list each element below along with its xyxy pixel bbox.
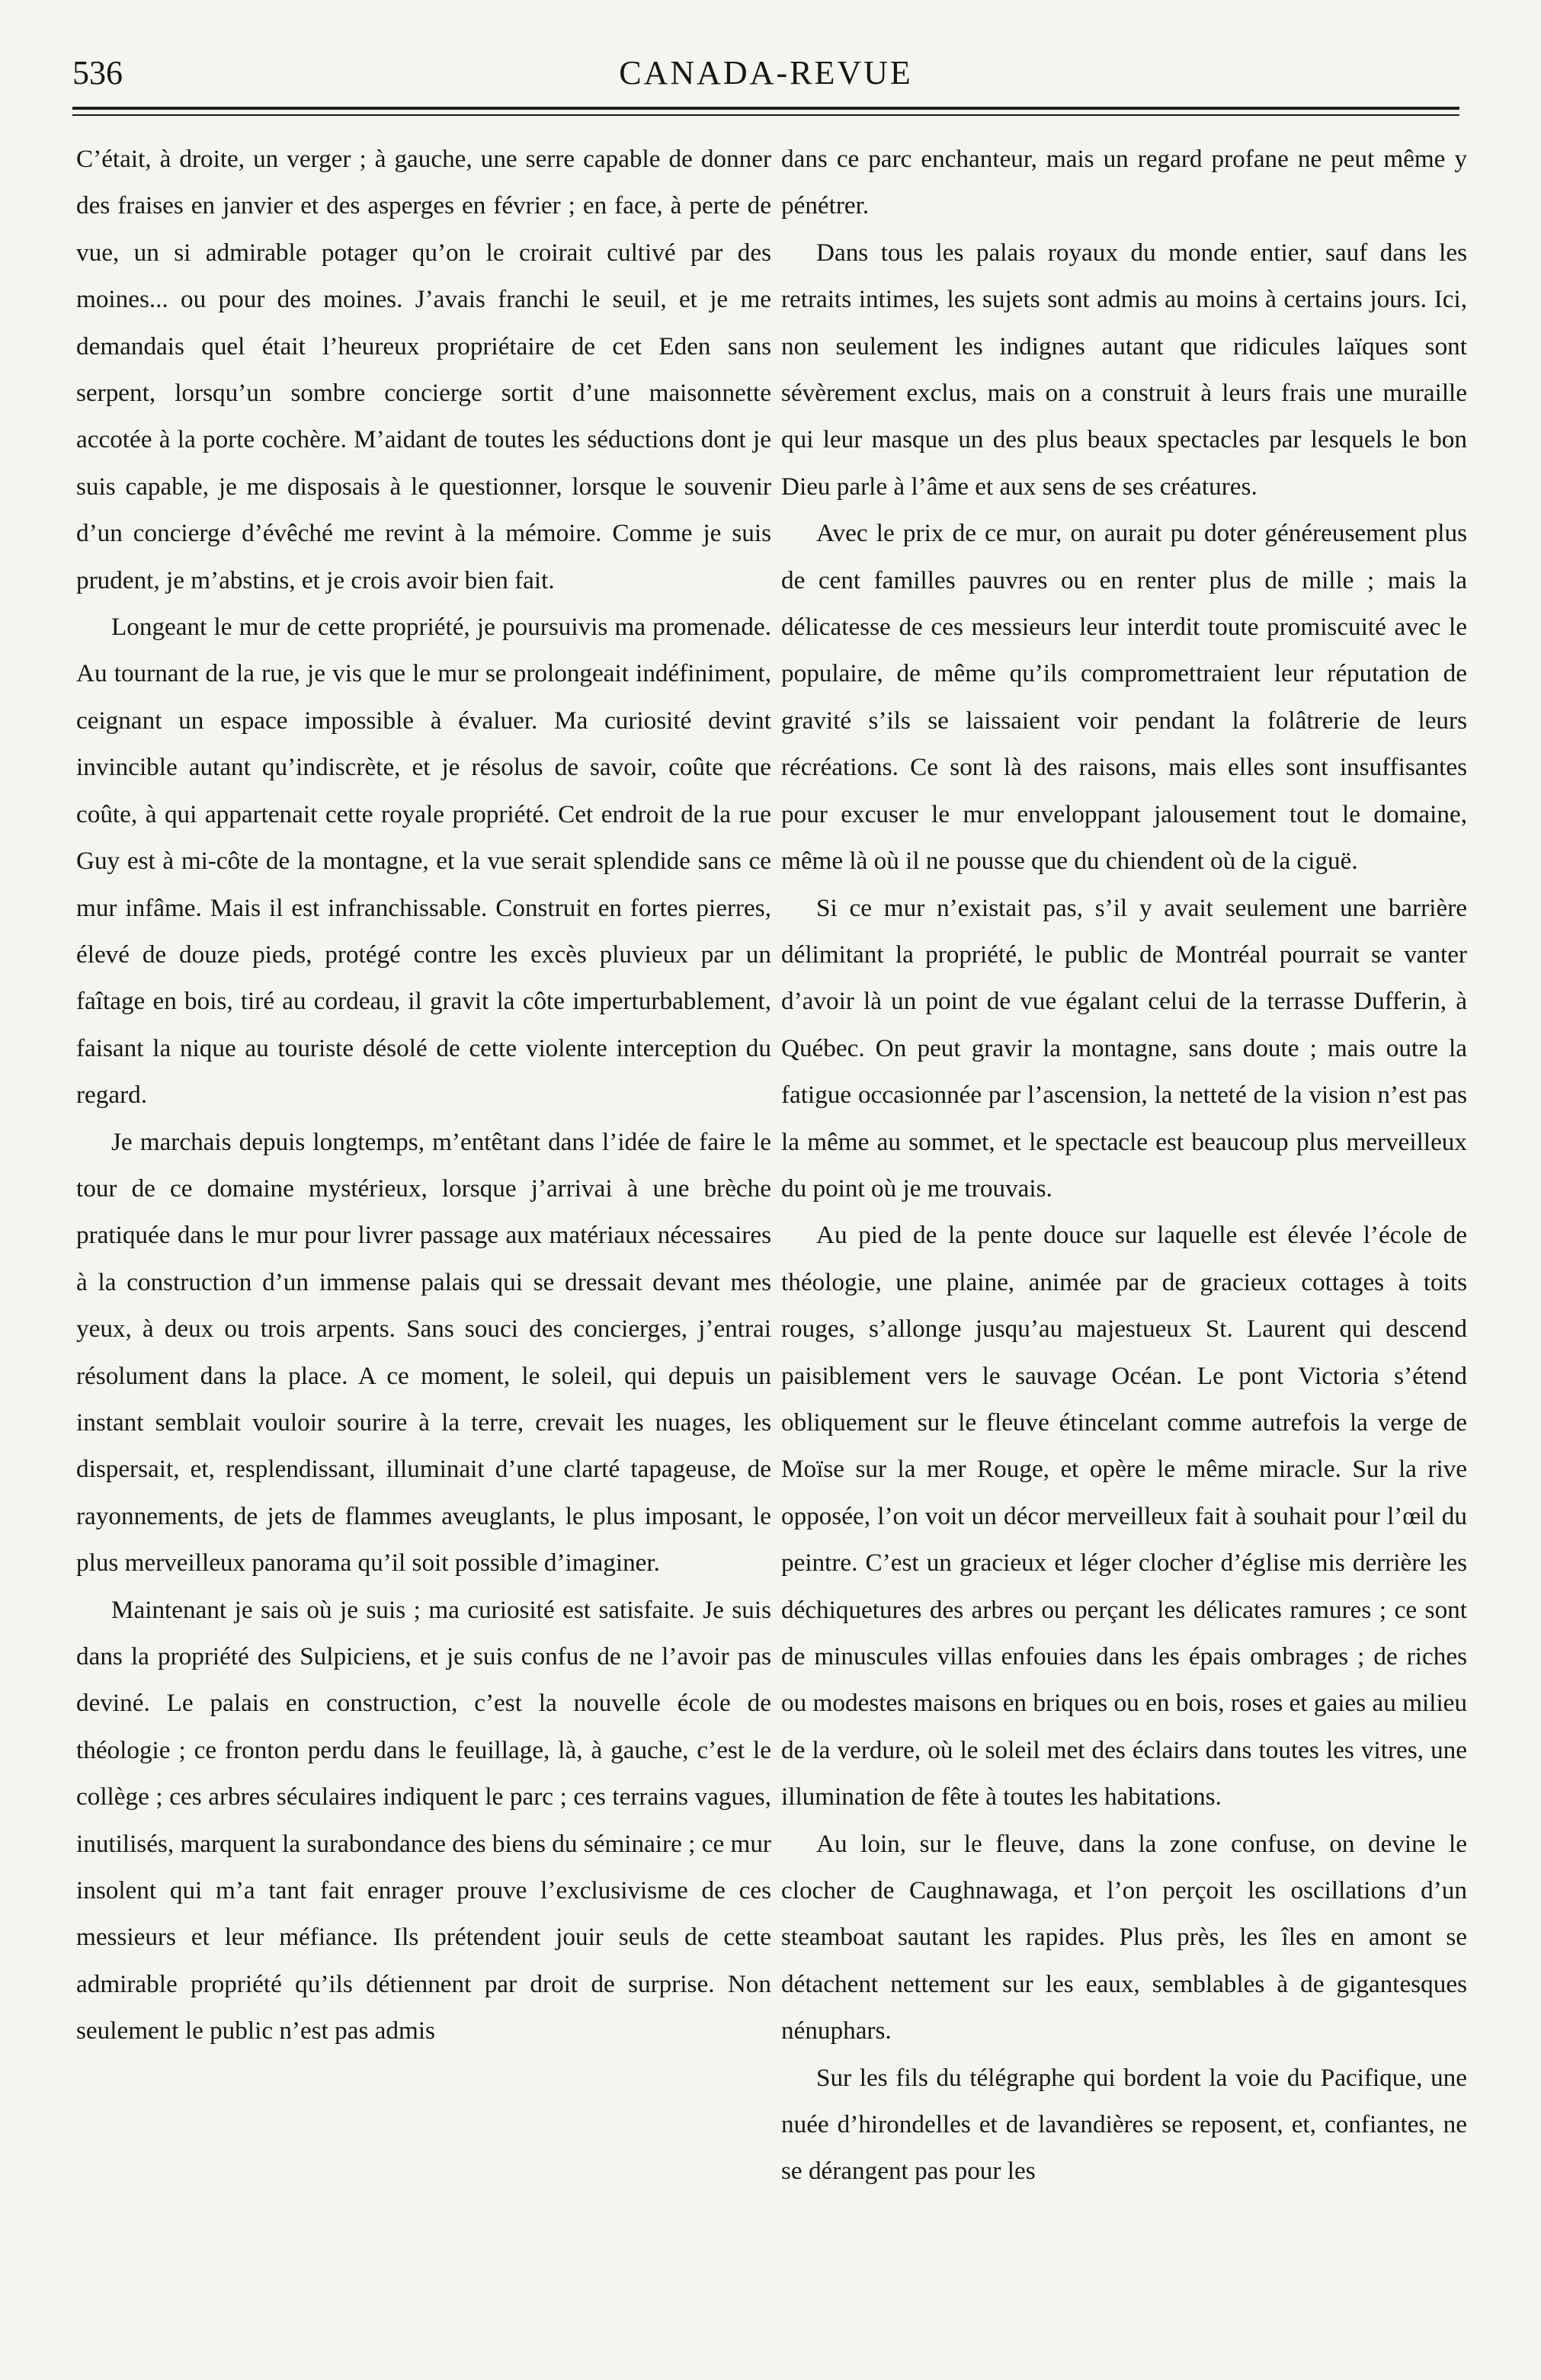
paragraph: Maintenant je sais où je suis ; ma curiosité est satisfaite. Je suis dans la propriété des Sulpiciens, et je suis confus de ne l’avoir pas deviné. Le palais en construction, c’est la nouvelle école de théologie ; ce fronton perdu dans le feuillage, là, à gauche, c’est le collège ; ces arbres séculaires indiquent le parc ; ces terrains vagues, inutilisés, marquent la surabondance des biens du séminaire ; ce mur insolent qui m’a tant fait enrager prouve l’exclusivisme de ces messieurs et leur méfiance. Ils prétendent jouir seuls de cette admirable propriété qu’ils détiennent par droit de surprise. Non seulement le public n’est pas admis: [76, 1595, 771, 2045]
paragraph: Sur les fils du télégraphe qui bordent la voie du Pacifique, une nuée d’hirondelles et de lavandières se reposent, et, confiantes, ne se dérangent pas pour les: [781, 2063, 1467, 2186]
paragraph: Longeant le mur de cette propriété, je poursuivis ma promenade. Au tournant de la rue, je vis que le mur se prolongeait indéfiniment, ceignant un espace impossible à évaluer. Ma curiosité devint invincible autant qu’indiscrète, et je résolus de savoir, coûte que coûte, à qui appartenait cette royale propriété. Cet endroit de la rue Guy est à mi-côte de la montagne, et la vue serait splendide sans ce mur infâme. Mais il est infranchissable. Construit en fortes pierres, élevé de douze pieds, protégé contre les excès pluvieux par un faîtage en bois, tiré au cordeau, il gravit la côte imperturbablement, faisant la nique au touriste désolé de cette violente interception du regard.: [76, 613, 771, 1110]
paragraph: Avec le prix de ce mur, on aurait pu doter généreusement plus de cent familles pauvres ou en renter plus de mille ; mais la délicatesse de ces messieurs leur interdit toute promiscuité avec le populaire, de même qu’ils compromettraient leur réputation de gravité s’ils se laissaient voir pendant la folâtrerie de leurs récréations. Ce sont là des raisons, mais elles sont insuffisantes pour excuser le mur enveloppant jalousement tout le domaine, même là où il ne pousse que du chiendent où de la ciguë.: [781, 519, 1467, 876]
left-column: [76, 136, 771, 2338]
paragraph: Je marchais depuis longtemps, m’entêtant dans l’idée de faire le tour de ce domaine mystérieux, lorsque j’arrivai à une brèche pratiquée dans le mur pour livrer passage aux matériaux nécessaires à la construction d’un immense palais qui se dressait devant mes yeux, à deux ou trois arpents. Sans souci des concierges, j’entrai résolument dans la place. A ce moment, le soleil, qui depuis un instant semblait vouloir sourire à la terre, crevait les nuages, les dispersait, et, resplendissant, illuminait d’une clarté tapageuse, de rayonnements, de jets de flammes aveuglants, le plus imposant, le plus merveilleux panorama qu’il soit possible d’imaginer.: [76, 1127, 771, 1578]
paragraph: Si ce mur n’existait pas, s’il y avait seulement une barrière délimitant la propriété, le public de Montréal pourrait se vanter d’avoir là un point de vue égalant celui de la terrasse Dufferin, à Québec. On peut gravir la montagne, sans doute ; mais outre la fatigue occasionnée par l’ascension, la netteté de la vision n’est pas la même au sommet, et le spectacle est beaucoup plus merveilleux du point où je me trouvais.: [781, 893, 1467, 1203]
running-title: CANADA-REVUE: [619, 54, 913, 91]
page-number: 536: [72, 54, 123, 91]
header-rule-thin: [72, 114, 1459, 116]
paragraph: C’était, à droite, un verger ; à gauche, une serre capable de donner des fraises en janvier et des asperges en février ; en face, à perte de vue, un si admirable potager qu’on le croirait cultivé par des moines... ou pour des moines. J’avais franchi le seuil, et je me demandais quel était l’heureux propriétaire de cet Eden sans serpent, lorsqu’un sombre concierge sortit d’une maisonnette accotée à la porte cochère. M’aidant de toutes les séductions dont je suis capable, je me disposais à le questionner, lorsque le souvenir d’un concierge d’évêché me revint à la mémoire. Comme je suis prudent, je m’abstins, et je crois avoir bien fait.: [76, 145, 771, 594]
paragraph-continued: dans ce parc enchanteur, mais un regard profane ne peut même y pénétrer.: [781, 145, 1467, 220]
header-rule-thick: [72, 107, 1459, 110]
paragraph: Au loin, sur le fleuve, dans la zone confuse, on devine le clocher de Caughnawaga, et l’on perçoit les oscillations d’un steamboat sautant les rapides. Plus près, les îles en amont se détachent nettement sur les eaux, semblables à de gigantesques nénuphars.: [781, 1829, 1467, 2045]
page-header: [72, 52, 1459, 105]
right-column: [781, 136, 1467, 2338]
paragraph: Au pied de la pente douce sur laquelle est élevée l’école de théologie, une plaine, animée par de gracieux cottages à toits rouges, s’allonge jusqu’au majestueux St. Laurent qui descend paisiblement vers le sauvage Océan. Le pont Victoria s’étend obliquement sur le fleuve étincelant comme autrefois la verge de Moïse sur la mer Rouge, et opère le même miracle. Sur la rive opposée, l’on voit un décor merveilleux fait à souhait pour l’œil du peintre. C’est un gracieux et léger clocher d’église mis derrière les déchiquetures des arbres ou perçant les délicates ramures ; ce sont de minuscules villas enfouies dans les épais ombrages ; de riches ou modestes maisons en briques ou en bois, roses et gaies au milieu de la verdure, où le soleil met des éclairs dans toutes les vitres, une illumination de fête à toutes les habitations.: [781, 1221, 1467, 1811]
paragraph: Dans tous les palais royaux du monde entier, sauf dans les retraits intimes, les sujets sont admis au moins à certains jours. Ici, non seulement les indignes autant que ridicules laïques sont sévèrement exclus, mais on a construit à leurs frais une muraille qui leur masque un des plus beaux spectacles par lesquels le bon Dieu parle à l’âme et aux sens de ses créatures.: [781, 238, 1467, 501]
